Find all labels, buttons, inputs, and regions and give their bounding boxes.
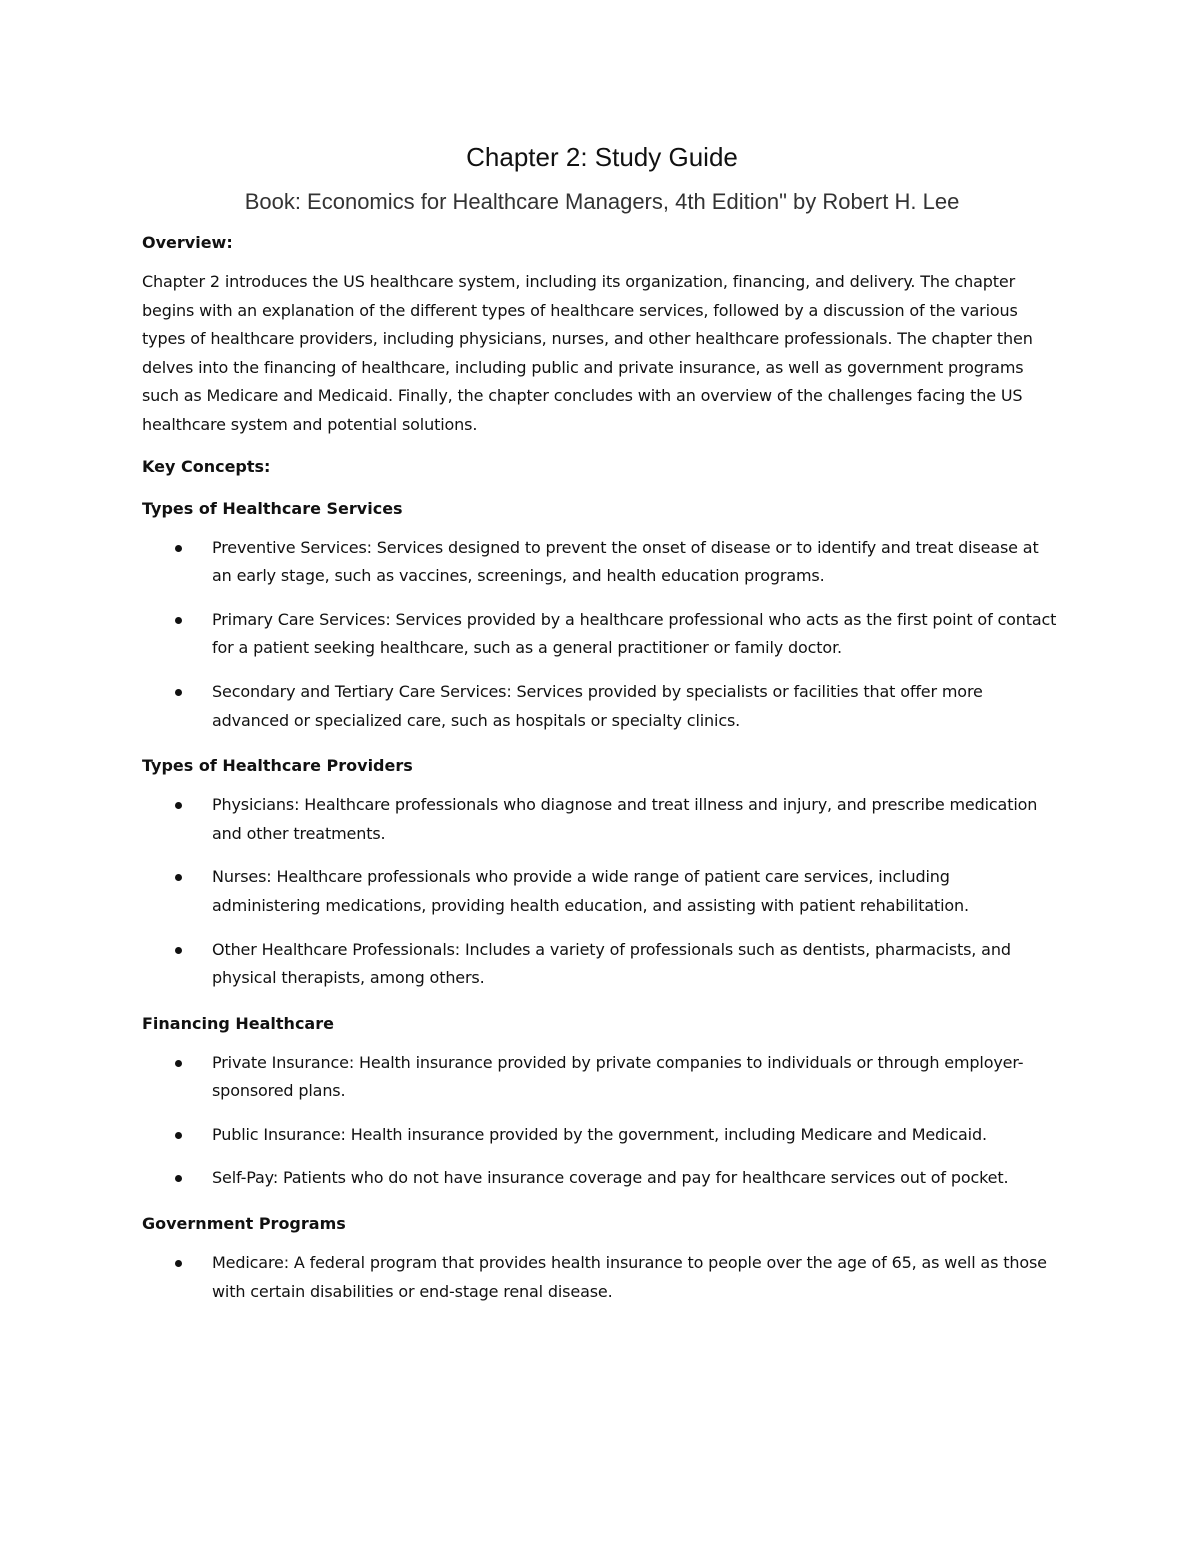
list-item (142, 1249, 1062, 1306)
list-item-text: Physicians: Healthcare professionals who diagnose and treat illness and injury, and prescribe medication and other treatments. (212, 795, 1038, 843)
bullet-icon (175, 617, 182, 624)
bullet-icon (175, 689, 182, 696)
section-heading-government-programs: Government Programs (142, 1214, 346, 1234)
bullet-icon (175, 1175, 182, 1182)
list-item (142, 791, 1062, 848)
list-item-text: Secondary and Tertiary Care Services: Services provided by specialists or facilities that offer more advanced or specialized care, such as hospitals or specialty clinics. (212, 681, 983, 730)
bullet-icon (175, 947, 182, 954)
list-item (142, 534, 1062, 591)
list-item-text: Preventive Services: Services designed to prevent the onset of disease or to identify and treat disease at an early stage, such as vaccines, screenings, and health education programs. (212, 537, 1039, 586)
overview-heading: Overview: (142, 233, 233, 252)
list-item (142, 606, 1062, 663)
list-item (142, 936, 1062, 993)
list-item-text: Other Healthcare Professionals: Includes a variety of professionals such as dentists, pharmacists, and physical therapists, among others. (212, 939, 1011, 988)
list-item-text: Public Insurance: Health insurance provided by the government, including Medicare and Medicaid. (212, 1124, 987, 1144)
bullet-list-government-programs (142, 1249, 1062, 1306)
list-item (142, 1164, 1062, 1193)
section-heading-financing-healthcare: Financing Healthcare (142, 1013, 334, 1033)
document-page (142, 138, 1062, 1306)
bullet-icon (175, 1060, 182, 1067)
list-item (142, 863, 1062, 920)
list-item-text: Private Insurance: Health insurance provided by private companies to individuals or through employer-sponsored plans. (212, 1052, 1024, 1101)
bullet-icon (175, 802, 182, 809)
list-item-text: Nurses: Healthcare professionals who provide a wide range of patient care services, including administering medications, providing health education, and assisting with patient rehabilitation. (212, 867, 969, 915)
document-title: Chapter 2: Study Guide (466, 142, 738, 172)
list-item-text: Medicare: A federal program that provides health insurance to people over the age of 65, as well as those with certain disabilities or end-stage renal disease. (212, 1253, 1047, 1301)
bullet-list-healthcare-providers (142, 791, 1062, 993)
bullet-icon (175, 874, 182, 881)
section-heading-healthcare-providers: Types of Healthcare Providers (142, 756, 413, 776)
bullet-list-healthcare-services (142, 534, 1062, 736)
document-subtitle: Book: Economics for Healthcare Managers, 4th Edition" by Robert H. Lee (244, 189, 960, 214)
bullet-icon (175, 1260, 182, 1267)
key-concepts-heading: Key Concepts: (142, 456, 271, 476)
list-item-text: Self-Pay: Patients who do not have insurance coverage and pay for healthcare services out of pocket. (212, 1168, 1009, 1188)
list-item (142, 1049, 1062, 1106)
list-item (142, 678, 1062, 735)
bullet-icon (175, 545, 182, 552)
overview-paragraph: Chapter 2 introduces the US healthcare system, including its organization, financing, and delivery. The chapter begins with an explanation of the different types of healthcare services, followed by a discussion of the various types of healthcare providers, including physicians, nurses, and other healthcare professionals. The chapter then delves into the financing of healthcare, including public and private insurance, as well as government programs such as Medicare and Medicaid. Finally, the chapter concludes with an overview of the challenges facing the US healthcare system and potential solutions. (142, 272, 1033, 434)
bullet-list-financing-healthcare (142, 1049, 1062, 1193)
list-item-text: Primary Care Services: Services provided by a healthcare professional who acts as the first point of contact for a patient seeking healthcare, such as a general practitioner or family doctor. (212, 609, 1057, 658)
bullet-icon (175, 1132, 182, 1139)
list-item (142, 1121, 1062, 1150)
section-heading-healthcare-services: Types of Healthcare Services (142, 498, 403, 518)
